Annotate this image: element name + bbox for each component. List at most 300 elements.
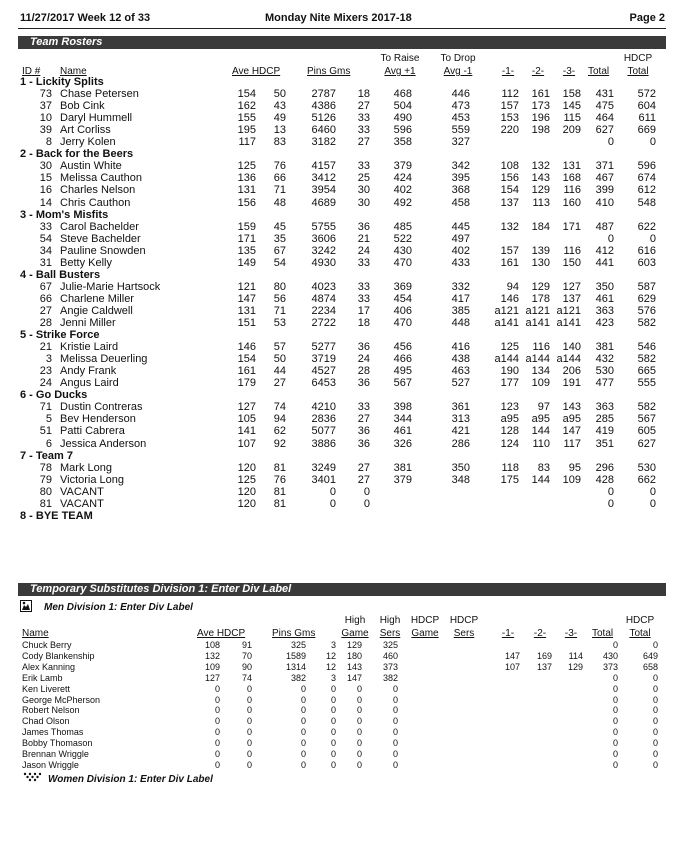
sub-cell-hg: 147 (346, 672, 362, 683)
sub-cell-gms: 3 (330, 640, 336, 650)
roster-cell-drop: 313 (451, 413, 470, 426)
roster-cell-ave: 136 (237, 172, 256, 185)
roster-cell-htotal: 582 (637, 353, 656, 366)
roster-cell-gms: 36 (357, 341, 370, 354)
sub-cell-hg: 143 (346, 661, 362, 672)
roster-cell-id: 8 (45, 136, 52, 149)
roster-cell-id: 54 (39, 232, 52, 245)
roster-cell-total: 351 (595, 437, 614, 450)
col-ave-hdcp: Ave HDCP (232, 66, 281, 77)
roster-cell-raise: 485 (393, 220, 412, 233)
roster-cell-pins: 4930 (311, 256, 336, 269)
sub-cell-name: Ken Liverett (22, 683, 71, 694)
roster-cell-g1: 146 (500, 292, 519, 305)
roster-cell-pins: 4210 (311, 401, 336, 414)
roster-cell-pins: 3242 (311, 244, 336, 257)
roster-cell-pins: 5755 (311, 220, 336, 233)
roster-cell-total: 0 (607, 136, 614, 149)
roster-cell-pins: 3719 (311, 353, 336, 366)
sub-cell-ave: 0 (214, 738, 220, 749)
roster-cell-pins: 5126 (311, 112, 336, 125)
roster-cell-htotal: 612 (637, 184, 656, 197)
roster-cell-htotal: 603 (637, 256, 656, 269)
roster-cell-g2: 143 (531, 172, 550, 185)
roster-cell-drop: 463 (451, 365, 470, 378)
subs-banner (18, 583, 666, 596)
roster-cell-gms: 28 (357, 365, 370, 378)
sub-cell-htotal: 0 (652, 727, 658, 738)
col-hdcp-total-bottom: Total (627, 66, 649, 77)
roster-cell-name: Victoria Long (60, 473, 125, 486)
roster-cell-raise: 454 (393, 292, 412, 305)
roster-cell-ave: 120 (237, 497, 256, 510)
roster-cell-pins: 0 (329, 497, 336, 510)
roster-cell-total: 467 (595, 172, 614, 185)
sub-cell-ave: 127 (204, 672, 220, 683)
roster-cell-hdcp: 54 (273, 256, 286, 269)
roster-cell-raise: 406 (393, 304, 412, 317)
roster-cell-hdcp: 67 (273, 244, 286, 257)
roster-cell-total: 399 (595, 184, 614, 197)
roster-cell-htotal: 567 (637, 413, 656, 426)
sub-cell-htotal: 0 (652, 759, 658, 770)
team-heading: 7 - Team 7 (20, 449, 73, 462)
rosters-banner (18, 36, 666, 49)
roster-cell-drop: 497 (451, 232, 470, 245)
roster-cell-htotal: 582 (637, 401, 656, 414)
sub-col-hdcp-sers-bottom: Sers (453, 628, 475, 639)
roster-cell-pins: 4527 (311, 365, 336, 378)
col-game2: -2- (531, 66, 545, 77)
team-heading: 5 - Strike Force (20, 329, 100, 342)
sub-cell-gms: 0 (330, 683, 336, 694)
roster-cell-total: 412 (595, 244, 614, 257)
roster-cell-htotal: 582 (637, 317, 656, 329)
roster-cell-gms: 25 (357, 172, 370, 185)
roster-cell-gms: 33 (357, 256, 370, 269)
roster-cell-htotal: 0 (649, 485, 656, 498)
sub-cell-hs: 460 (382, 650, 398, 661)
sub-cell-ave: 108 (204, 640, 220, 650)
roster-cell-pins: 6453 (311, 377, 336, 390)
roster-cell-id: 28 (39, 317, 52, 329)
roster-cell-ave: 154 (237, 353, 256, 366)
roster-cell-htotal: 0 (649, 232, 656, 245)
roster-cell-gms: 36 (357, 425, 370, 438)
roster-cell-total: 350 (595, 280, 614, 293)
roster-cell-name: Steve Bachelder (60, 232, 141, 245)
sub-cell-ave: 132 (204, 650, 220, 661)
roster-cell-g3: 171 (562, 220, 581, 233)
roster-cell-g2: 134 (531, 365, 550, 378)
roster-cell-name: Angie Caldwell (60, 304, 133, 317)
roster-cell-pins: 2787 (311, 88, 336, 101)
sub-cell-ave: 0 (214, 716, 220, 727)
sub-cell-hdcp: 0 (246, 738, 252, 749)
roster-cell-g2: 178 (531, 292, 550, 305)
roster-cell-id: 27 (39, 304, 52, 317)
sub-cell-hg: 0 (356, 683, 362, 694)
col-id: ID # (22, 66, 41, 77)
roster-cell-pins: 2836 (311, 413, 336, 426)
roster-cell-raise: 490 (393, 112, 412, 125)
roster-cell-raise: 379 (393, 160, 412, 173)
sub-cell-ave: 0 (214, 683, 220, 694)
sub-cell-name: Alex Kanning (22, 661, 76, 672)
roster-cell-raise: 468 (393, 88, 412, 101)
sub-col-hdcp-total-bottom: Total (629, 628, 651, 639)
roster-cell-hdcp: 48 (273, 196, 286, 209)
sub-cell-hdcp: 0 (246, 683, 252, 694)
women-bowler-icon (22, 772, 42, 782)
roster-cell-id: 23 (39, 365, 52, 378)
roster-cell-raise: 326 (393, 437, 412, 450)
sub-cell-total: 0 (612, 759, 618, 770)
roster-cell-drop: 342 (451, 160, 470, 173)
sub-col-hdcp-game-bottom: Game (411, 628, 439, 639)
roster-cell-pins: 4689 (311, 196, 336, 209)
sub-cell-hg: 0 (356, 727, 362, 738)
sub-cell-htotal: 0 (652, 749, 658, 759)
roster-cell-gms: 21 (357, 232, 370, 245)
roster-cell-name: Julie-Marie Hartsock (60, 280, 161, 293)
sub-col-high-game-top: High (344, 615, 366, 626)
sub-cell-total: 430 (602, 650, 618, 661)
roster-cell-name: Pauline Snowden (60, 244, 146, 257)
sub-cell-total: 0 (612, 705, 618, 716)
roster-cell-total: 461 (595, 292, 614, 305)
team-heading: 2 - Back for the Beers (20, 148, 134, 161)
roster-cell-total: 0 (607, 485, 614, 498)
roster-cell-hdcp: 81 (273, 497, 286, 510)
roster-cell-name: Chase Petersen (60, 88, 139, 101)
roster-cell-hdcp: 53 (273, 317, 286, 329)
sub-col-high-game-bottom: Game (341, 628, 369, 639)
roster-cell-g3: 115 (563, 112, 581, 125)
roster-cell-g1: 132 (500, 220, 519, 233)
roster-cell-g3: a95 (562, 413, 581, 426)
roster-cell-name: Chris Cauthon (60, 196, 131, 209)
roster-cell-g1: 94 (506, 280, 519, 293)
roster-cell-g2: a95 (531, 413, 550, 426)
page-header (20, 12, 665, 28)
roster-cell-hdcp: 76 (273, 473, 286, 486)
roster-cell-htotal: 629 (637, 292, 656, 305)
roster-cell-gms: 18 (357, 88, 370, 101)
roster-cell-raise: 402 (393, 184, 412, 197)
roster-cell-raise: 358 (393, 136, 412, 149)
roster-cell-ave: 125 (237, 473, 256, 486)
sub-cell-hs: 373 (382, 661, 398, 672)
roster-cell-id: 24 (39, 377, 52, 390)
team-heading: 3 - Mom's Misfits (20, 208, 109, 221)
women-division-label: Women Division 1: Enter Div Label (48, 774, 213, 785)
roster-cell-ave: 154 (237, 88, 256, 101)
roster-cell-gms: 33 (357, 401, 370, 414)
sub-cell-hdcp: 0 (246, 716, 252, 727)
sub-cell-hdcp: 91 (241, 640, 252, 650)
sub-cell-hdcp: 0 (246, 705, 252, 716)
roster-cell-total: 410 (595, 196, 614, 209)
sub-cell-ave: 0 (214, 705, 220, 716)
sub-cell-hg: 0 (356, 694, 362, 705)
sub-col-game3: -3- (564, 628, 578, 639)
roster-cell-pins: 2234 (311, 304, 336, 317)
sub-col-name: Name (22, 628, 49, 639)
sub-cell-hdcp: 0 (246, 727, 252, 738)
roster-cell-ave: 141 (237, 425, 256, 438)
roster-cell-drop: 402 (451, 244, 470, 257)
header-divider (18, 28, 666, 29)
roster-cell-g1: 156 (500, 172, 519, 185)
roster-cell-g2: 139 (531, 244, 550, 257)
roster-cell-drop: 327 (451, 136, 470, 149)
roster-cell-ave: 156 (237, 196, 256, 209)
sub-col-hdcp-total-top: HDCP (625, 615, 655, 626)
roster-cell-g2: 132 (531, 160, 550, 173)
sub-cell-g3: 114 (568, 650, 583, 661)
roster-cell-g3: 131 (562, 160, 581, 173)
roster-cell-name: Austin White (60, 160, 122, 173)
roster-cell-g3: 168 (562, 172, 581, 185)
roster-cell-pins: 5277 (311, 341, 336, 354)
roster-cell-g3: a121 (556, 304, 581, 317)
roster-cell-drop: 458 (451, 196, 470, 209)
roster-cell-pins: 3954 (311, 184, 336, 197)
roster-cell-total: 419 (595, 425, 614, 438)
roster-cell-id: 31 (39, 256, 52, 269)
roster-cell-g2: 144 (531, 425, 550, 438)
sub-cell-gms: 0 (330, 749, 336, 759)
roster-cell-htotal: 546 (637, 341, 656, 354)
roster-cell-raise: 344 (393, 413, 412, 426)
roster-cell-htotal: 622 (637, 220, 656, 233)
roster-cell-id: 10 (39, 112, 52, 125)
roster-cell-htotal: 605 (637, 425, 656, 438)
roster-cell-g1: 128 (500, 425, 519, 438)
sub-cell-name: Robert Nelson (22, 705, 80, 716)
roster-cell-g1: 124 (500, 437, 519, 450)
roster-cell-g2: 97 (537, 401, 550, 414)
roster-cell-name: Jerry Kolen (60, 136, 116, 149)
roster-cell-g2: 113 (532, 196, 550, 209)
roster-cell-id: 80 (39, 485, 52, 498)
roster-cell-name: Betty Kelly (60, 256, 112, 269)
roster-cell-ave: 171 (237, 232, 256, 245)
roster-cell-g3: 150 (562, 256, 581, 269)
sub-cell-htotal: 0 (652, 694, 658, 705)
sub-col-total: Total (592, 628, 614, 639)
roster-cell-id: 3 (45, 353, 52, 366)
roster-cell-gms: 33 (357, 292, 370, 305)
roster-cell-g1: 112 (501, 88, 519, 101)
roster-cell-raise: 504 (393, 100, 412, 113)
roster-cell-g1: a121 (494, 304, 519, 317)
sub-cell-name: Chad Olson (22, 716, 70, 727)
roster-cell-hdcp: 80 (273, 280, 286, 293)
roster-cell-id: 33 (39, 220, 52, 233)
roster-cell-gms: 36 (357, 377, 370, 390)
roster-cell-g2: 109 (531, 377, 550, 390)
col-hdcp-total-top: HDCP (623, 53, 653, 64)
sub-cell-htotal: 0 (652, 705, 658, 716)
roster-cell-name: Patti Cabrera (60, 425, 125, 438)
roster-cell-g1: a95 (500, 413, 519, 426)
roster-cell-g2: 116 (532, 341, 550, 354)
roster-cell-htotal: 674 (637, 172, 656, 185)
roster-cell-drop: 446 (451, 88, 470, 101)
sub-cell-gms: 12 (325, 650, 336, 661)
roster-cell-raise: 567 (393, 377, 412, 390)
col-game1: -1- (501, 66, 515, 77)
roster-cell-id: 16 (39, 184, 52, 197)
roster-cell-ave: 162 (237, 100, 256, 113)
sub-cell-total: 373 (602, 661, 618, 672)
roster-cell-drop: 395 (451, 172, 470, 185)
sub-cell-g1: 107 (504, 661, 520, 672)
sub-cell-hdcp: 0 (246, 749, 252, 759)
men-division-label: Men Division 1: Enter Div Label (44, 602, 193, 613)
sub-cell-htotal: 0 (652, 738, 658, 749)
roster-cell-gms: 36 (357, 437, 370, 450)
roster-cell-htotal: 669 (637, 124, 656, 137)
roster-cell-g3: 158 (562, 88, 581, 101)
sub-cell-total: 0 (612, 683, 618, 694)
roster-cell-hdcp: 13 (273, 124, 286, 137)
roster-cell-ave: 195 (237, 124, 256, 137)
men-bowler-icon (20, 600, 32, 612)
roster-cell-htotal: 616 (637, 244, 656, 257)
roster-cell-id: 6 (45, 437, 52, 450)
roster-cell-g3: 116 (563, 184, 581, 197)
roster-cell-id: 73 (39, 88, 52, 101)
roster-cell-ave: 117 (238, 136, 256, 149)
roster-cell-id: 14 (39, 196, 52, 209)
roster-cell-ave: 121 (237, 280, 256, 293)
sub-col-high-sers-top: High (379, 615, 401, 626)
sub-cell-ave: 0 (214, 727, 220, 738)
sub-cell-total: 0 (612, 749, 618, 759)
roster-cell-g2: a121 (525, 304, 550, 317)
roster-cell-g2: 184 (531, 220, 550, 233)
roster-cell-ave: 120 (237, 461, 256, 474)
sub-cell-name: James Thomas (22, 727, 84, 738)
roster-cell-pins: 3249 (311, 461, 336, 474)
roster-cell-hdcp: 44 (273, 365, 286, 378)
sub-cell-pins: 0 (300, 738, 306, 749)
sub-cell-hdcp: 74 (241, 672, 252, 683)
sub-cell-htotal: 0 (652, 672, 658, 683)
roster-cell-hdcp: 62 (273, 425, 286, 438)
roster-cell-total: 475 (595, 100, 614, 113)
roster-cell-raise: 379 (393, 473, 412, 486)
sub-cell-pins: 0 (300, 705, 306, 716)
roster-cell-id: 67 (39, 280, 52, 293)
roster-cell-total: 428 (595, 473, 614, 486)
roster-cell-ave: 149 (237, 256, 256, 269)
roster-cell-gms: 33 (357, 124, 370, 137)
roster-cell-drop: 473 (451, 100, 470, 113)
roster-cell-g2: 144 (531, 473, 550, 486)
roster-cell-hdcp: 76 (273, 160, 286, 173)
roster-cell-gms: 30 (357, 184, 370, 197)
roster-cell-id: 30 (39, 160, 52, 173)
roster-cell-drop: 417 (451, 292, 470, 305)
roster-cell-htotal: 627 (637, 437, 656, 450)
sub-cell-g3: 129 (567, 661, 583, 672)
roster-cell-gms: 0 (363, 497, 370, 510)
roster-cell-g1: 177 (500, 377, 519, 390)
sub-cell-hdcp: 90 (241, 661, 252, 672)
roster-cell-pins: 3606 (311, 232, 336, 245)
roster-cell-name: Andy Frank (60, 365, 117, 378)
sub-cell-pins: 1314 (285, 661, 306, 672)
roster-cell-hdcp: 57 (273, 341, 286, 354)
sub-cell-name: Jason Wriggle (22, 759, 79, 770)
roster-cell-g2: 110 (532, 437, 550, 450)
roster-cell-g1: a144 (494, 353, 519, 366)
roster-cell-g3: 127 (562, 280, 581, 293)
roster-cell-raise: 470 (393, 256, 412, 269)
roster-cell-id: 51 (39, 425, 52, 438)
roster-cell-ave: 179 (237, 377, 256, 390)
sub-cell-hs: 0 (392, 716, 398, 727)
roster-cell-hdcp: 94 (273, 413, 286, 426)
sub-cell-hs: 0 (392, 694, 398, 705)
sub-cell-g1: 147 (504, 650, 520, 661)
roster-cell-ave: 147 (237, 292, 256, 305)
roster-cell-g1: 125 (500, 341, 519, 354)
roster-cell-total: 423 (595, 317, 614, 329)
roster-cell-ave: 151 (237, 317, 256, 329)
roster-cell-g2: 129 (531, 184, 550, 197)
roster-cell-id: 71 (39, 401, 52, 414)
sub-cell-gms: 0 (330, 694, 336, 705)
sub-cell-hs: 0 (392, 759, 398, 770)
roster-cell-drop: 368 (451, 184, 470, 197)
roster-cell-hdcp: 74 (273, 401, 286, 414)
roster-cell-total: 0 (607, 232, 614, 245)
roster-cell-htotal: 662 (637, 473, 656, 486)
roster-cell-raise: 456 (393, 341, 412, 354)
roster-cell-total: 431 (595, 88, 614, 101)
sub-cell-hs: 325 (382, 640, 398, 650)
roster-cell-g1: 175 (500, 473, 519, 486)
sub-cell-pins: 0 (300, 749, 306, 759)
sub-col-hdcp-sers-top: HDCP (449, 615, 479, 626)
sub-cell-name: George McPherson (22, 694, 101, 705)
roster-cell-ave: 105 (237, 413, 256, 426)
roster-cell-name: Jessica Anderson (60, 437, 147, 450)
sub-cell-hdcp: 0 (246, 694, 252, 705)
roster-cell-htotal: 587 (637, 280, 656, 293)
roster-cell-g3: 109 (562, 473, 581, 486)
roster-cell-g3: a144 (556, 353, 581, 366)
roster-cell-g1: 161 (500, 256, 519, 269)
sub-cell-htotal: 0 (652, 683, 658, 694)
roster-cell-name: Bev Henderson (60, 413, 136, 426)
roster-cell-g3: 143 (562, 401, 581, 414)
sub-cell-htotal: 649 (642, 650, 658, 661)
roster-cell-htotal: 604 (637, 100, 656, 113)
roster-cell-name: VACANT (60, 485, 104, 498)
roster-cell-g1: 157 (500, 100, 519, 113)
roster-cell-hdcp: 27 (273, 377, 286, 390)
roster-cell-drop: 438 (451, 353, 470, 366)
sub-col-high-sers-bottom: Sers (379, 628, 401, 639)
roster-cell-gms: 24 (357, 244, 370, 257)
sub-cell-hdcp: 0 (246, 759, 252, 770)
